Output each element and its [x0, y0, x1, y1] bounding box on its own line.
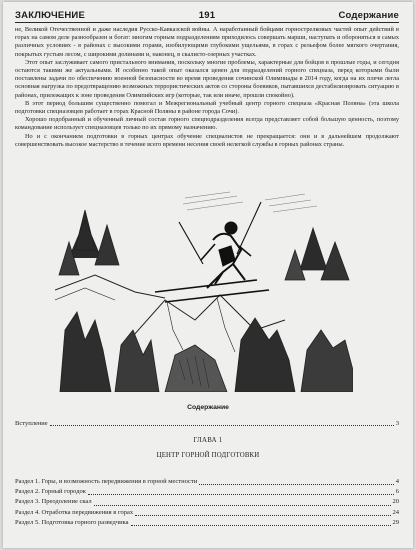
toc-heading: Содержание: [187, 404, 229, 411]
toc-entry-page: 24: [392, 508, 399, 516]
chapter-title: ЦЕНТР ГОРНОЙ ПОДГОТОВКИ: [156, 452, 260, 459]
toc-leader: [94, 504, 391, 506]
toc-entry: [15, 419, 399, 428]
toc-leader: [135, 514, 390, 516]
toc-entry: [15, 497, 399, 507]
skier-illustration: [55, 180, 353, 392]
toc-entry: [15, 477, 399, 487]
toc-entry-page: 20: [392, 498, 399, 506]
toc-leader: [131, 524, 391, 526]
toc-entry-title: Раздел 5. Подготовка горного разведчика: [15, 518, 129, 526]
book-page: [3, 2, 413, 548]
header-rule: [15, 22, 399, 23]
toc-entry-page: 4: [395, 477, 399, 485]
chapter-label: ГЛАВА 1: [193, 437, 223, 444]
toc-entry-title: Раздел 4. Отработка передвижения в горах: [15, 508, 134, 516]
toc-list: [15, 477, 399, 528]
toc-leader: [88, 493, 394, 495]
paragraph: Этот опыт заслуживает самого пристального внимания, поскольку многие проблемы, характерные для бойцов в прошлые годы, и сегодня остаются такими же актуальными. И особенно такой опыт оказался ценен для подразделений горного спецназа, перед которыми были поставлены задачи по обеспечению военной безопасности во время проведения сочинской Олимпиады в 2014 году, когда на их плечи легла основная нагрузка по предотвращению возможных террористических актов со стороны боевиков, пытавшихся дестабилизировать ситуацию в районах, прилежащих к зоне проведения Олимпийских игр (которые, так или иначе, прошли спокойно).: [15, 58, 399, 99]
toc-entry-title: Раздел 3. Преодоление скал: [15, 498, 92, 506]
toc-entry: [15, 518, 399, 528]
paragraph: не, Великой Отечественной и даже наследия Русско-Кавказской войны. А наработанный бойцами горнострелковых частей опыт действий в горах на самом деле разнообразен и богат: многим горным подразделениям приходилось совершать марши, наступать и обороняться в самых различных условиях - в районах с высокими горами, изобилующими глубокими ущельями, в горах с рельефом более мягкого очертания, покрытых густым лесом, с широкими долинами и, наконец, в скалисто-озерных участках.: [15, 26, 399, 58]
toc-entry-title: Вступление: [15, 420, 48, 427]
toc-entry-title: Раздел 2. Горный городок: [15, 488, 86, 496]
toc-entry-page: 3: [395, 420, 399, 427]
page-number: 191: [198, 10, 216, 21]
toc-leader: [50, 424, 394, 426]
paragraph: Хорошо подобранный и обученный личный состав горного спецподразделения всегда представляет собой большую ценность, поэтому командование использует спецназовцев только по их прямому назначению.: [15, 116, 399, 132]
paragraph: В этот период большим существенно помогал и Межрегиональный учебный центр горного спецназа «Красная Поляна» (эта школа подготовки спецназовцев работает в горах Красной Поляны в районе города Сочи).: [15, 99, 399, 116]
toc-entry: [15, 487, 399, 497]
running-title-right: Содержание: [338, 10, 399, 21]
toc-entry-title: Раздел 1. Горы, и возможность передвижения в горной местности: [15, 477, 198, 485]
body-text: [15, 26, 399, 149]
running-title-left: ЗАКЛЮЧЕНИЕ: [15, 10, 85, 21]
toc-entry-page: 6: [395, 488, 399, 496]
paragraph: Но и с окончанием подготовки в горных центрах обучение специалистов не прекращается: они и в дальнейшем продолжают совершенствовать высокое мастерство в течение всего времени несения своей нелегкой службы в горных районах страны.: [15, 132, 399, 148]
toc-entry-page: 29: [392, 518, 399, 526]
toc-entry: [15, 508, 399, 518]
toc-leader: [199, 483, 394, 485]
